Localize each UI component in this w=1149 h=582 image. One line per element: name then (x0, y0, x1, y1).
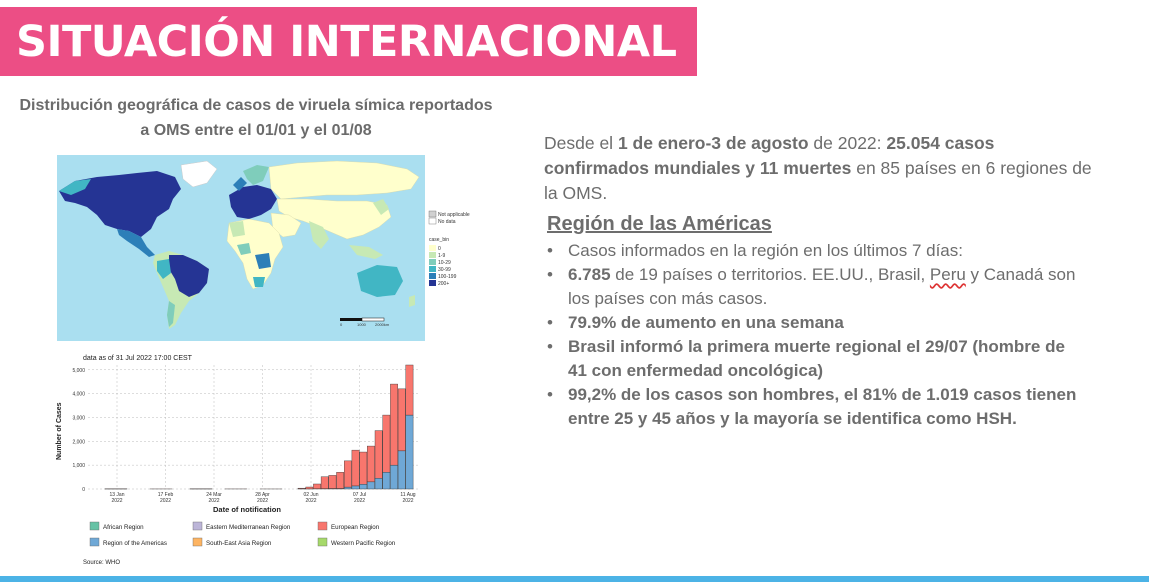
x-axis-label: Date of notification (213, 505, 281, 514)
map-legend-swatch (429, 280, 436, 286)
x-tick-year: 2022 (305, 498, 317, 504)
bar-europe (383, 415, 390, 472)
x-tick-label: 24 Mar (206, 492, 222, 498)
summary-cases-deaths: 25.054 casos confirmados mundiales y 11 muertes (544, 133, 995, 178)
bar-americas (390, 465, 397, 489)
y-tick-label: 4,000 (72, 391, 85, 398)
summary-text-1: Desde el (544, 133, 618, 153)
bar-americas (367, 482, 374, 489)
chart-subtitle: data as of 31 Jul 2022 17:00 CEST (83, 355, 192, 362)
legend-nodata-label: No data (438, 219, 456, 225)
map-heading-line1: Distribución geográfica de casos de viruela símica reportados (19, 97, 493, 114)
y-tick-label: 0 (82, 487, 85, 493)
map-legend-label: 1-9 (438, 253, 446, 259)
chart-legend-swatch (193, 538, 202, 546)
x-tick-year: 2022 (159, 498, 172, 504)
x-tick-label: 07 Jul (352, 492, 367, 498)
bullet-dot: • (547, 385, 553, 404)
bar-americas (398, 451, 405, 489)
summary-text-3: en 85 países en 6 regiones de la OMS. (544, 158, 1092, 203)
bar-europe (360, 452, 367, 484)
y-tick-label: 5,000 (72, 367, 85, 374)
bullet-text: de 19 países o territorios. EE.UU., Brasil, (610, 265, 930, 284)
y-axis-label: Number of Cases (56, 402, 63, 460)
bar-europe (337, 472, 344, 488)
chart-source: Source: WHO (83, 560, 121, 566)
summary-date-range: 1 de enero-3 de agosto (617, 133, 809, 153)
bullet-text: Casos informados en la región en los últimos 7 días: (568, 241, 963, 260)
bar-europe (398, 389, 405, 451)
map-legend-label: 100-199 (438, 274, 457, 280)
bar-europe (321, 477, 328, 489)
bullet-item (545, 335, 1085, 383)
region-heading: Región de las Américas (547, 213, 772, 235)
chart-legend-swatch (193, 522, 202, 530)
map-legend-label: 10-29 (438, 260, 451, 266)
bullet-text: Brasil informó la primera muerte regional el 29/07 (hombre de 41 con enfermedad oncológica) (568, 337, 1065, 380)
map-heading (0, 93, 512, 143)
chart-legend (90, 522, 396, 547)
map-legend (429, 245, 457, 287)
x-tick-year: 2022 (256, 498, 269, 504)
x-tick-year: 2022 (402, 498, 414, 504)
region-bullets (545, 239, 1085, 431)
chart-svg (50, 348, 432, 574)
x-tick-label: 13 Jan (109, 492, 125, 498)
bar-americas (406, 415, 413, 489)
y-tick-label: 1,000 (72, 463, 85, 470)
bullet-item (545, 263, 1085, 311)
chart-legend-label: Eastern Mediterranean Region (206, 524, 291, 531)
map-legend-swatch (429, 266, 436, 272)
chart-legend-swatch (90, 538, 99, 546)
bar-europe (298, 488, 305, 489)
map-legend-label: 200+ (438, 281, 450, 287)
scale-bar-segment (362, 318, 384, 321)
bar-americas (383, 472, 390, 489)
chart-legend-swatch (90, 522, 99, 530)
world-map-svg (57, 155, 470, 341)
bar-europe (406, 365, 413, 415)
map-south-africa (253, 277, 265, 287)
bullet-text: 99,2% de los casos son hombres, el 81% de 1.019 casos tienen entre 25 y 45 años y la mayoría se identifica como HSH. (568, 385, 1077, 428)
bullet-text: 79.9% de aumento en una semana (568, 313, 844, 332)
bar-europe (329, 475, 336, 488)
bar-europe (375, 431, 382, 479)
chart-legend-label: Western Pacific Region (331, 540, 396, 547)
bar-europe (352, 450, 359, 486)
bar-americas (344, 487, 351, 489)
scale-label-2000: 2000km (375, 322, 390, 327)
bullet-item (545, 239, 1085, 263)
legend-title: case_bin (429, 237, 450, 243)
bullet-dot: • (547, 241, 553, 260)
chart-legend-swatch (318, 538, 327, 546)
bullet-dot: • (547, 313, 553, 332)
x-tick-labels (109, 492, 415, 504)
chart-legend-swatch (318, 522, 327, 530)
bar-americas (360, 484, 367, 489)
x-tick-label: 02 Jun (303, 492, 319, 498)
chart-legend-label: European Region (331, 524, 380, 531)
bullet-item (545, 311, 1085, 335)
chart-legend-label: South-East Asia Region (206, 540, 272, 547)
bar-europe (367, 446, 374, 482)
scale-label-1000: 1000 (357, 322, 366, 327)
bullet-dot: • (547, 337, 553, 356)
x-tick-year: 2022 (353, 498, 366, 504)
chart-legend-label: Region of the Americas (103, 540, 167, 547)
map-legend-label: 30-99 (438, 267, 451, 273)
x-tick-label: 28 Apr (255, 492, 270, 498)
page-title: SITUACIÓN INTERNACIONAL (16, 17, 677, 67)
title-banner (0, 7, 697, 76)
map-new-zealand (409, 295, 415, 307)
scale-label-0: 0 (340, 322, 343, 327)
x-tick-label: 17 Feb (157, 492, 174, 498)
bar-europe (390, 384, 397, 465)
summary-text-2: de 2022: (808, 133, 887, 153)
map-legend-swatch (429, 273, 436, 279)
chart-legend-label: African Region (103, 524, 144, 531)
bar-europe (313, 484, 320, 489)
bar-europe (306, 487, 313, 489)
x-tick-year: 2022 (111, 498, 123, 504)
legend-nodata-swatch (429, 218, 436, 224)
map-legend-swatch (429, 245, 436, 251)
bullet-item (545, 383, 1085, 431)
bottom-accent-line (0, 576, 1149, 582)
y-tick-label: 2,000 (72, 439, 85, 446)
x-tick-label: 11 Aug (400, 492, 416, 498)
bar-americas (375, 478, 382, 489)
legend-na-label: Not applicable (438, 212, 470, 218)
bullet-number: 6.785 (568, 265, 611, 284)
y-tick-label: 3,000 (72, 415, 85, 422)
bar-europe (344, 461, 351, 487)
y-tick-labels (72, 368, 85, 493)
legend-na-swatch (429, 211, 436, 217)
map-legend-label: 0 (438, 246, 441, 252)
world-map (57, 155, 470, 341)
bullet-dot: • (547, 265, 553, 284)
bullet-text: y Canadá son los países con más casos. (568, 265, 1076, 308)
map-legend-swatch (429, 259, 436, 265)
map-legend-swatch (429, 252, 436, 258)
epi-curve-chart (50, 348, 432, 574)
bullet-text-peru: Peru (929, 265, 966, 284)
map-heading-line2: a OMS entre el 01/01 y el 01/08 (140, 122, 372, 139)
summary-paragraph (544, 131, 1104, 206)
x-tick-year: 2022 (208, 498, 220, 504)
bar-americas (352, 486, 359, 489)
